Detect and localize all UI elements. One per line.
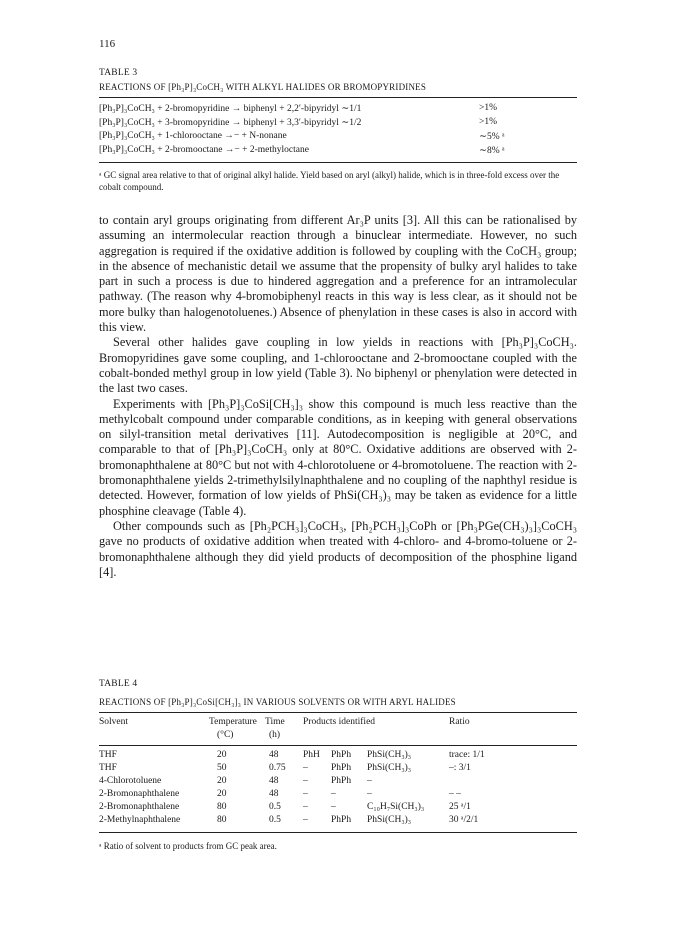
cell-temperature: 20 [217,776,227,786]
cell-temperature: 20 [217,750,227,760]
table3-yield: >1% [479,103,498,113]
cell-time: 48 [269,789,279,799]
table4-footnote: ᵃ Ratio of solvent to products from GC peak area. [99,841,277,851]
cell-ratio: –: 3/1 [449,763,471,773]
cell-time: 0.5 [269,815,281,825]
table3-top-rule [99,97,577,98]
cell-solvent: 2-Bromonaphthalene [99,789,180,799]
table-row [99,763,577,775]
table-row [99,789,577,801]
cell-time: 0.5 [269,802,281,812]
cell-ratio: – – [449,789,461,799]
table3-reaction: [Ph₃P]₃CoCH₃ + 2-bromooctane →− + 2-methyloctane [99,145,309,155]
cell-product-2: PhPh [331,815,352,825]
body-paragraph: Experiments with [Ph₃P]₃CoSi[CH₃]₃ show this compound is much less reactive than the methylcobalt compound under comparable conditions, as in keeping with general observations on silyl-transition metal derivatives [11]. Autodecomposition is negligible at 20°C, and comparable to that of [Ph₃P]₃CoCH₃ only at 80°C. Oxidative additions are observed with 2-bromonaphthalene at 80°C but not with 4-chlorotoluene or 4-bromotoluene. The reaction with 2-bromonaphthalene yields 2-trimethylsilylnaphthalene and no coupling of the naphthyl residue is detected. However, formation of low yields of PhSi(CH₃)₃ may be taken as evidence for a little phosphine cleavage (Table 4). [99,396,577,518]
header-solvent: Solvent [99,717,129,727]
cell-product-3: – [367,789,372,799]
body-paragraph: Several other halides gave coupling in low yields in reactions with [Ph₃P]₃CoCH₃. Bromopyridines gave some coupling, and 1-chlorooctane and 2-bromooctane coupled with the cobalt-bonded methyl group in low yield (Table 3). No biphenyl or phenylation were detected in the last two cases. [99,335,577,396]
table4-title: TABLE 4 [99,679,138,689]
table-row [99,802,577,814]
table4-header-rule [99,745,577,746]
cell-product-2: PhPh [331,750,352,760]
body-paragraph: to contain aryl groups originating from different Ar₃P units [3]. All this can be rationalised by assuming an intermolecular reaction through a binuclear intermediate. However, no such aggregation is required if the oxidative addition is followed by coupling with the CoCH₃ group; in the absence of mechanistic detail we assume that the propensity of bulky aryl halides to take part in such a process is due to hindered aggregation and a preference for an intramolecular pathway. (The reason why 4-bromobiphenyl reacts in this way is less clear, as it should not be more bulky than halogenotoluenes.) Absence of phenylation in these cases is also in accord with this view. [99,213,577,335]
cell-product-1: – [303,789,308,799]
table3-yield: ∼5% ᵃ [479,132,505,142]
cell-temperature: 20 [217,789,227,799]
page-number: 116 [99,38,116,50]
body-text [99,213,577,580]
cell-product-1: – [303,776,308,786]
cell-product-2: – [331,789,336,799]
header-time: Time [265,717,285,727]
table3-reaction: [Ph₃P]₃CoCH₃ + 1-chlorooctane →− + N-nonane [99,131,287,141]
cell-ratio: 30 ᵃ/2/1 [449,815,479,825]
cell-product-1: – [303,763,308,773]
cell-product-3: PhSi(CH₃)₃ [367,815,412,825]
body-paragraph: Other compounds such as [Ph₂PCH₃]₃CoCH₃, [Ph₂PCH₃]₃CoPh or [Ph₃PGe(CH₃)₃]₃CoCH₃ gave no products of oxidative addition when treated with 4-chloro- and 4-bromo-toluene or 2-bromonaphthalene although they did yield products of decomposition of the phosphine ligand [4]. [99,518,577,579]
table3-reaction: [Ph₃P]₃CoCH₃ + 3-bromopyridine → biphenyl + 3,3′-bipyridyl ∼1/2 [99,118,362,128]
cell-product-2: PhPh [331,763,352,773]
table-row [99,815,577,827]
table4-bottom-rule [99,832,577,833]
table3-bottom-rule [99,162,577,163]
table4-top-rule [99,712,577,713]
cell-product-3: – [367,776,372,786]
table3-footnote: ᵃ GC signal area relative to that of original alkyl halide. Yield based on aryl (alkyl) halide, which is in three-fold excess over the cobalt compound. [99,170,560,192]
cell-solvent: 2-Methylnaphthalene [99,815,181,825]
table3-yield: ∼8% ᵃ [479,146,505,156]
table-row [99,750,577,762]
table3-title: TABLE 3 [99,68,138,78]
cell-product-1: PhH [303,750,320,760]
cell-temperature: 50 [217,763,227,773]
table3-reaction: [Ph₃P]₃CoCH₃ + 2-bromopyridine → biphenyl + 2,2′-bipyridyl ∼1/1 [99,104,362,114]
cell-solvent: 4-Chlorotoluene [99,776,162,786]
table-row [99,776,577,788]
table4-caption: REACTIONS OF [Ph₃P]₃CoSi[CH₃]₃ IN VARIOUS SOLVENTS OR WITH ARYL HALIDES [99,697,456,707]
cell-time: 48 [269,750,279,760]
cell-product-2: – [331,802,336,812]
header-temperature-unit: (°C) [217,730,234,740]
cell-time: 0.75 [269,763,286,773]
cell-solvent: 2-Bromonaphthalene [99,802,180,812]
cell-solvent: THF [99,763,117,773]
table3-caption: REACTIONS OF [Ph₃P]₃CoCH₃ WITH ALKYL HALIDES OR BROMOPYRIDINES [99,82,427,92]
cell-ratio: trace: 1/1 [449,750,485,760]
cell-solvent: THF [99,750,117,760]
header-products: Products identified [303,717,376,727]
cell-temperature: 80 [217,802,227,812]
cell-product-3: C₁₀H₇Si(CH₃)₃ [367,802,425,812]
cell-product-3: PhSi(CH₃)₃ [367,750,412,760]
cell-product-2: PhPh [331,776,352,786]
header-time-unit: (h) [269,730,281,740]
cell-product-1: – [303,815,308,825]
header-ratio: Ratio [449,717,470,727]
cell-temperature: 80 [217,815,227,825]
cell-product-3: PhSi(CH₃)₃ [367,763,412,773]
cell-time: 48 [269,776,279,786]
header-temperature: Temperature [209,717,257,727]
table3-yield: >1% [479,117,498,127]
cell-product-1: – [303,802,308,812]
cell-ratio: 25 ᵃ/1 [449,802,471,812]
